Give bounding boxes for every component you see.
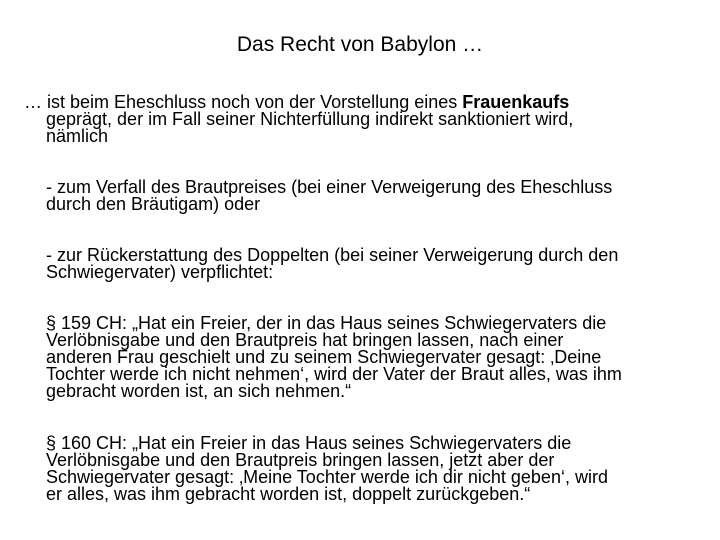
item3-line-3: anderen Frau geschielt und zu seinem Schwiegervater gesagt: ‚Deine xyxy=(46,347,602,367)
item4-line-3: Schwiegervater gesagt: ‚Meine Tochter werde ich dir nicht geben‘, wird xyxy=(46,467,608,487)
consequence-item-1 xyxy=(46,179,612,213)
item4-line-2: Verlöbnisgabe und den Brautpreis bringen lassen, jetzt aber der xyxy=(46,450,555,470)
item3-line-1: § 159 CH: „Hat ein Freier, der in das Haus seines Schwiegervaters die xyxy=(46,313,607,333)
consequence-item-2 xyxy=(46,247,618,281)
item3-line-5: gebracht worden ist, an sich nehmen.“ xyxy=(46,381,352,401)
item4-line-4: er alles, was ihm gebracht worden ist, doppelt zurückgeben.“ xyxy=(46,484,531,504)
intro-line-3: nämlich xyxy=(46,126,109,146)
law-quote-159 xyxy=(46,315,622,400)
intro-bold-term: Frauenkaufs xyxy=(462,92,570,112)
item2-line-2: Schwiegervater) verpflichtet: xyxy=(46,262,274,282)
item4-line-1: § 160 CH: „Hat ein Freier in das Haus seines Schwiegervaters die xyxy=(46,433,572,453)
item3-line-4: Tochter werde ich nicht nehmen‘, wird der Vater der Braut alles, was ihm xyxy=(46,364,622,384)
intro-paragraph xyxy=(24,94,573,145)
slide-title: Das Recht von Babylon … xyxy=(236,33,484,56)
item1-line-2: durch den Bräutigam) oder xyxy=(46,194,261,214)
law-quote-160 xyxy=(46,435,608,503)
item3-line-2: Verlöbnisgabe und den Brautpreis hat bringen lassen, nach einer xyxy=(46,330,564,350)
intro-line-2: geprägt, der im Fall seiner Nichterfüllung indirekt sanktioniert wird, xyxy=(46,109,574,129)
intro-line-1-text: … ist beim Eheschluss noch von der Vorstellung eines xyxy=(24,92,463,112)
item2-line-1: - zur Rückerstattung des Doppelten (bei seiner Verweigerung durch den xyxy=(46,245,619,265)
item1-line-1: - zum Verfall des Brautpreises (bei einer Verweigerung des Eheschluss xyxy=(46,177,613,197)
